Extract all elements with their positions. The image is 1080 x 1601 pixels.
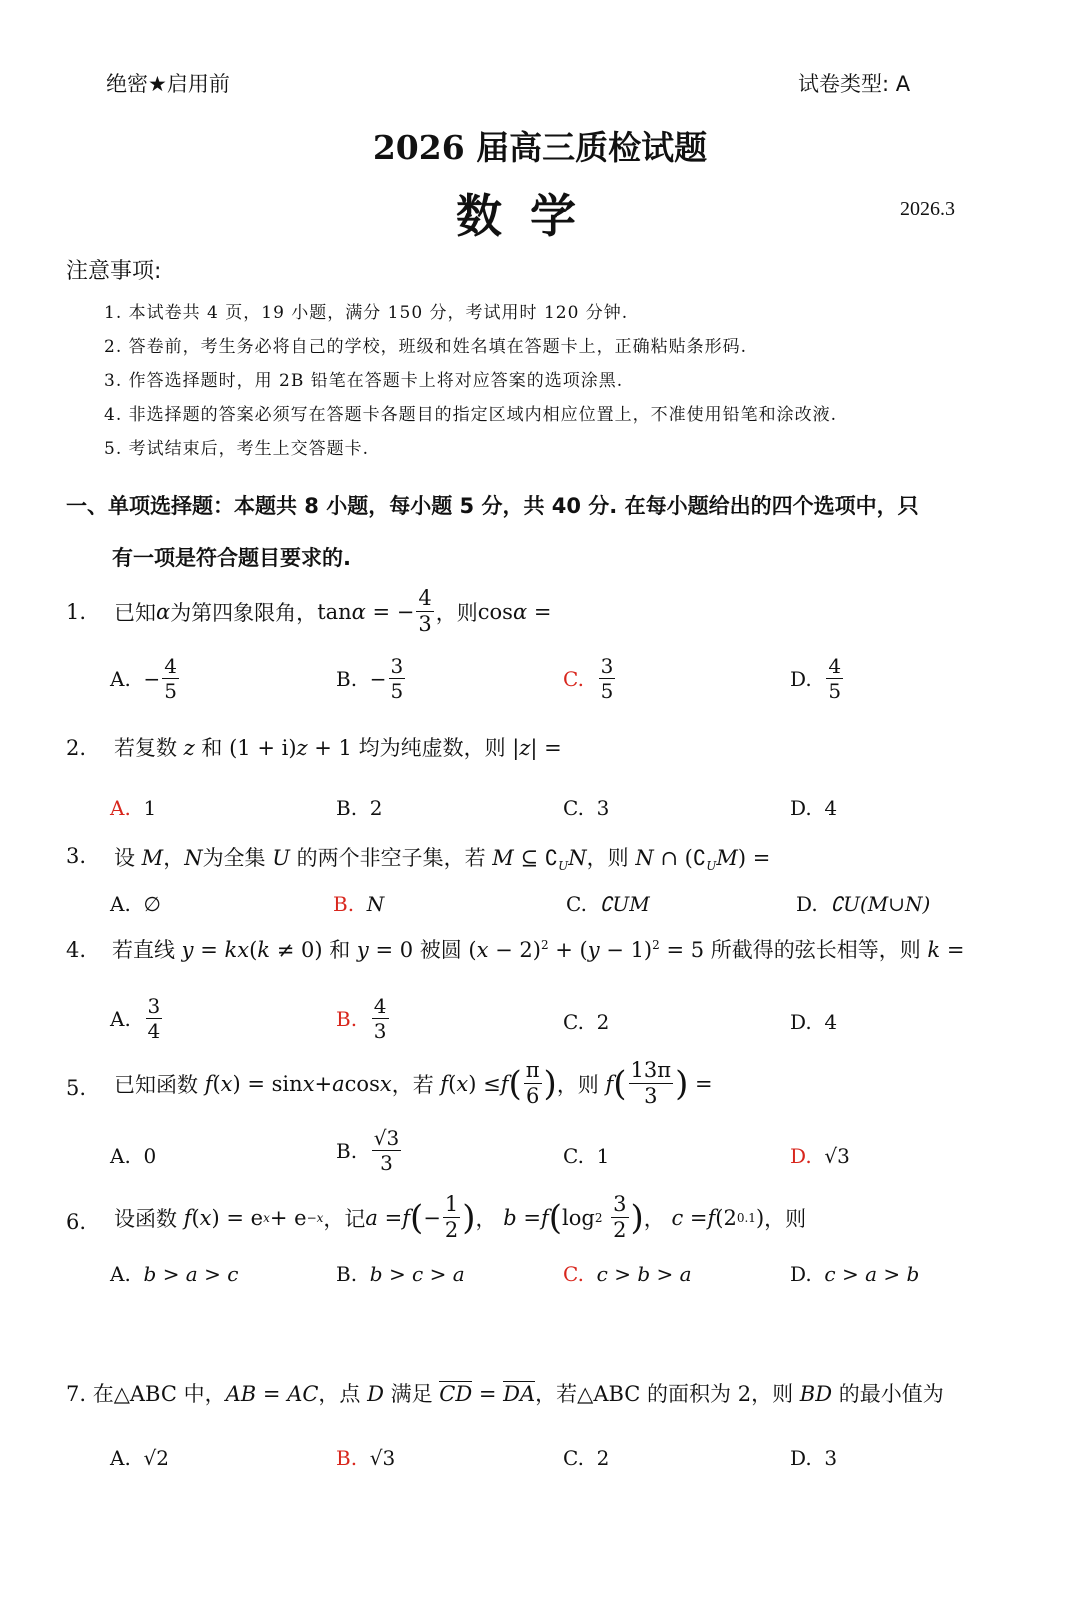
option-a[interactable]: A. − $\frac{4}{5}$ <box>110 654 178 703</box>
option-a[interactable]: A. 1 <box>110 796 157 820</box>
notice-item: 4. 非选择题的答案必须写在答题卡各题目的指定区域内相应位置上，不准使用铅笔和涂改液. <box>104 405 838 425</box>
option-c[interactable]: C. 3 <box>563 796 610 820</box>
option-c[interactable]: C. 2 <box>563 1010 610 1034</box>
option-d[interactable]: D. 3 <box>790 1446 838 1470</box>
question-number: 3. <box>66 844 87 868</box>
option-b[interactable]: B. $\frac{4}{3}$ <box>336 994 387 1043</box>
option-a[interactable]: A. ∅ <box>110 892 161 916</box>
notice-item: 2. 答卷前，考生务必将自己的学校，班级和姓名填在答题卡上，正确粘贴条形码. <box>104 337 748 357</box>
option-d[interactable]: D. √3 <box>790 1144 850 1168</box>
option-b[interactable]: B. √3 <box>336 1446 396 1470</box>
option-d[interactable]: D. ∁U(M∪N) <box>796 892 931 916</box>
question-number: 5. <box>66 1076 87 1100</box>
section-heading: 一、单项选择题：本题共 8 小题，每小题 5 分，共 40 分. 在每小题给出的四个选项中，只 <box>66 494 919 518</box>
option-c[interactable]: C. 1 <box>563 1144 610 1168</box>
option-a[interactable]: A. b > a > c <box>110 1262 239 1286</box>
question-number: 2. <box>66 736 87 760</box>
option-b[interactable]: B. − $\frac{3}{5}$ <box>336 654 404 703</box>
option-c[interactable]: C. ∁UM <box>566 892 650 916</box>
option-a[interactable]: A. $\frac{3}{4}$ <box>110 994 161 1043</box>
option-a[interactable]: A. 0 <box>110 1144 157 1168</box>
question-number: 6. <box>66 1210 87 1234</box>
option-b[interactable]: B. $\frac{√3}{3}$ <box>336 1126 400 1175</box>
question-1-stem: 已知 α 为第四象限角， tanα = − $\frac{4}{3}$ ，则 cosα = <box>114 586 552 636</box>
option-d[interactable]: D. 4 <box>790 796 838 820</box>
confidential-label: 绝密★启用前 <box>106 72 230 96</box>
option-b[interactable]: B. 2 <box>336 796 383 820</box>
option-d[interactable]: D. 4 <box>790 1010 838 1034</box>
exam-title: 2026 届高三质检试题 <box>372 128 708 167</box>
question-7-stem: 7. 在△ABC 中，AB = AC，点 D 满足 CD = DA，若△ABC 的面积为 2，则 BD 的最小值为 <box>66 1382 944 1406</box>
fraction: $\frac{4}{3}$ <box>418 586 432 636</box>
question-6-stem: 设函数 f ( x ) = e x + e −x ，记 a = f ( − $\frac{1}{2}$ ) ， b = f ( log 2 $\frac{3}{2}$ ) ， c = f (2 0.1 ) ，则 <box>114 1192 807 1242</box>
notice-item: 1. 本试卷共 4 页，19 小题，满分 150 分，考试用时 120 分钟. <box>104 303 629 323</box>
option-d[interactable]: D. c > a > b <box>790 1262 920 1286</box>
option-c[interactable]: C. c > b > a <box>563 1262 692 1286</box>
option-c[interactable]: C. $\frac{3}{5}$ <box>563 654 614 703</box>
notice-title: 注意事项: <box>66 259 162 284</box>
option-d[interactable]: D. $\frac{4}{5}$ <box>790 654 842 703</box>
question-5-stem: 已知函数 f ( x ) = sin x + a cos x ，若 f ( x ) ≤ f ( $\frac{\pi}{6}$ ) ，则 f ( $\frac{13\pi}{3}$ ) = <box>114 1058 713 1108</box>
subject-title: 数学 <box>456 189 604 243</box>
section-heading-cont: 有一项是符合题目要求的. <box>112 546 351 570</box>
question-number: 1. <box>66 600 87 624</box>
exam-date: 2026.3 <box>900 198 955 220</box>
question-2-stem: 若复数 z 和 (1 + i)z + 1 均为纯虚数，则 |z| = <box>114 736 562 760</box>
question-4-stem: 若直线 y = kx(k ≠ 0) 和 y = 0 被圆 $(x - 2)^2 + (y - 1)^2 = 5$ 所截得的弦长相等，则 k = <box>112 938 965 962</box>
option-b[interactable]: B. N <box>333 892 385 916</box>
option-c[interactable]: C. 2 <box>563 1446 610 1470</box>
paper-type-label: 试卷类型: A <box>798 72 911 96</box>
notice-item: 5. 考试结束后，考生上交答题卡. <box>104 439 370 459</box>
option-b[interactable]: B. b > c > a <box>336 1262 465 1286</box>
question-number: 4. <box>66 938 87 962</box>
option-a[interactable]: A. √2 <box>110 1446 169 1470</box>
notice-item: 3. 作答选择题时，用 2B 铅笔在答题卡上将对应答案的选项涂黑. <box>104 371 624 391</box>
question-3-stem: 设 M，N为全集 U 的两个非空子集，若 M ⊆ $∁_UN$，则 N ∩ $(∁_UM)$ = <box>114 846 771 874</box>
